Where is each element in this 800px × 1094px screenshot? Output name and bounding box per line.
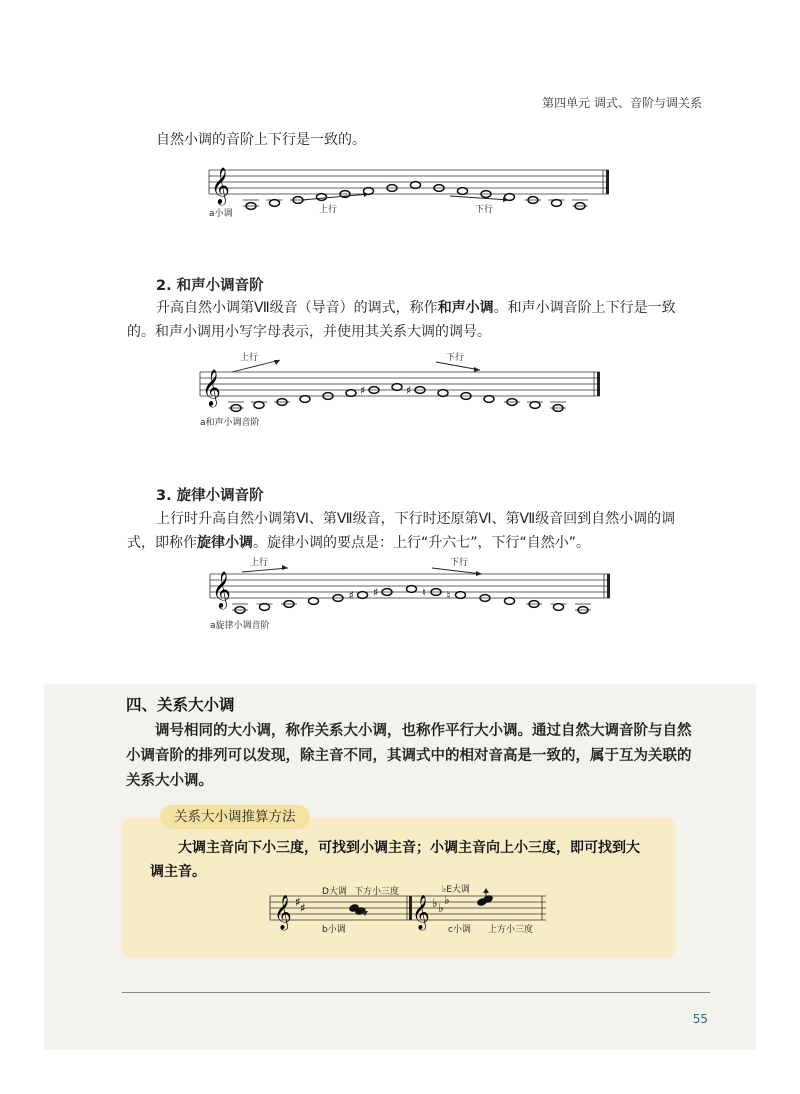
whole-note <box>300 396 310 403</box>
scale-notes <box>232 586 591 614</box>
harmonic-minor-staff <box>200 350 600 434</box>
whole-note <box>407 586 417 593</box>
melodic-minor-para-1: 上行时升高自然小调第Ⅵ、第Ⅶ级音，下行时还原第Ⅵ、第Ⅶ级音回到自然小调的调 <box>156 511 676 527</box>
staff-lines <box>209 170 609 194</box>
treble-clef-icon: 𝄞 <box>274 895 292 930</box>
natural-minor-intro: 自然小调的音阶上下行是一致的。 <box>156 132 366 148</box>
harmonic-minor-staff-svg <box>200 350 600 430</box>
harmonic-minor-para-2: 的。和声小调用小写字母表示，并使用其关系大调的调号。 <box>127 324 491 340</box>
term-harmonic-minor: 和声小调 <box>437 300 494 316</box>
ascending-label: 上行 <box>250 558 269 568</box>
running-header: 第四单元 调式、音阶与调关系 <box>542 96 702 110</box>
whole-note <box>554 604 564 611</box>
whole-note <box>505 598 515 605</box>
whole-note <box>392 384 402 391</box>
whole-note <box>358 592 368 599</box>
ascending-label: 上行 <box>240 353 259 363</box>
whole-note <box>309 598 319 605</box>
relative-keys-heading: 四、关系大小调 <box>126 696 235 714</box>
staff-label: a旋律小调音阶 <box>210 621 270 631</box>
text-span: 升高自然小调第Ⅶ级音（导音）的调式，称作 <box>156 300 438 316</box>
harmonic-minor-heading: 2. 和声小调音阶 <box>156 278 264 294</box>
whole-note <box>438 390 448 397</box>
treble-clef-icon: 𝄞 <box>202 368 221 406</box>
treble-clef-icon: 𝄞 <box>211 166 230 204</box>
treble-clef-icon: 𝄞 <box>212 570 231 608</box>
relative-keys-para-3: 关系大小调。 <box>126 773 213 789</box>
whole-note <box>484 396 494 403</box>
whole-note <box>317 194 327 201</box>
sharp-icon: ♯ <box>295 895 301 909</box>
term-melodic-minor: 旋律小调 <box>197 535 253 551</box>
whole-note <box>346 390 356 397</box>
descending-label: 下行 <box>450 558 469 568</box>
text-span: 。旋律小调的要点是：上行“升六七”，下行“自然小”。 <box>253 535 591 551</box>
relative-keys-staff <box>270 882 546 942</box>
staff-label: a和声小调音阶 <box>200 418 260 428</box>
page-number: 55 <box>692 1012 708 1026</box>
sharp-icon: ♯ <box>300 901 306 915</box>
scale-notes <box>243 182 588 210</box>
melodic-minor-para-2 <box>127 531 590 555</box>
method-para-2: 调主音。 <box>150 864 206 880</box>
natural-minor-staff-svg <box>209 166 609 222</box>
text-span: 式，即称作 <box>127 535 197 551</box>
whole-note <box>260 604 270 611</box>
relative-keys-para-2: 小调音阶的排列可以发现，除主音不同，其调式中的相对音高是一致的，属于互为关联的 <box>126 748 692 764</box>
whole-note <box>411 182 421 189</box>
scale-notes <box>228 384 566 412</box>
melodic-minor-heading: 3. 旋律小调音阶 <box>156 488 264 504</box>
whole-note <box>270 200 280 207</box>
sharp-icon: ♯ <box>406 384 412 397</box>
whole-note <box>458 188 468 195</box>
whole-note <box>456 592 466 599</box>
treble-clef-icon: 𝄞 <box>412 895 430 930</box>
melodic-minor-staff-svg <box>210 556 610 636</box>
natural-icon: ♮ <box>446 589 451 602</box>
flat-icon: ♭ <box>432 896 438 910</box>
whole-note <box>254 402 264 409</box>
ex1-interval-label: 下方小三度 <box>354 887 400 897</box>
whole-note <box>552 200 562 207</box>
natural-icon: ♮ <box>422 586 426 599</box>
method-title: 关系大小调推算方法 <box>160 805 310 829</box>
descending-label: 下行 <box>446 353 465 363</box>
sharp-icon: ♯ <box>348 589 354 602</box>
flat-icon: ♭ <box>444 893 450 907</box>
ex2-major-label: ♭E大调 <box>442 885 470 895</box>
relative-keys-para-1: 调号相同的大小调，称作关系大小调，也称作平行大小调。通过自然大调音阶与自然 <box>155 723 692 739</box>
melodic-minor-staff <box>210 556 610 640</box>
natural-minor-staff <box>209 166 609 226</box>
staff-label: a小调 <box>209 209 233 219</box>
whole-note <box>530 402 540 409</box>
ascending-label: 上行 <box>319 205 338 215</box>
harmonic-minor-para-1 <box>156 296 696 320</box>
ex1-minor-label: b小调 <box>322 925 346 935</box>
ex2-interval-label: 上方小三度 <box>488 925 534 935</box>
descending-label: 下行 <box>475 205 494 215</box>
ex1-major-label: D大调 <box>322 887 347 897</box>
sharp-icon: ♯ <box>360 384 366 397</box>
text-span: 。和声小调音阶上下行是一致 <box>493 300 676 316</box>
flat-icon: ♭ <box>438 901 444 915</box>
sharp-icon: ♯ <box>373 586 379 599</box>
method-para-1: 大调主音向下小三度，可找到小调主音；小调主音向上小三度，即可找到大 <box>178 840 640 856</box>
ex2-minor-label: c小调 <box>448 925 471 935</box>
relative-keys-staff-svg <box>270 882 546 938</box>
footer-rule <box>122 992 710 993</box>
